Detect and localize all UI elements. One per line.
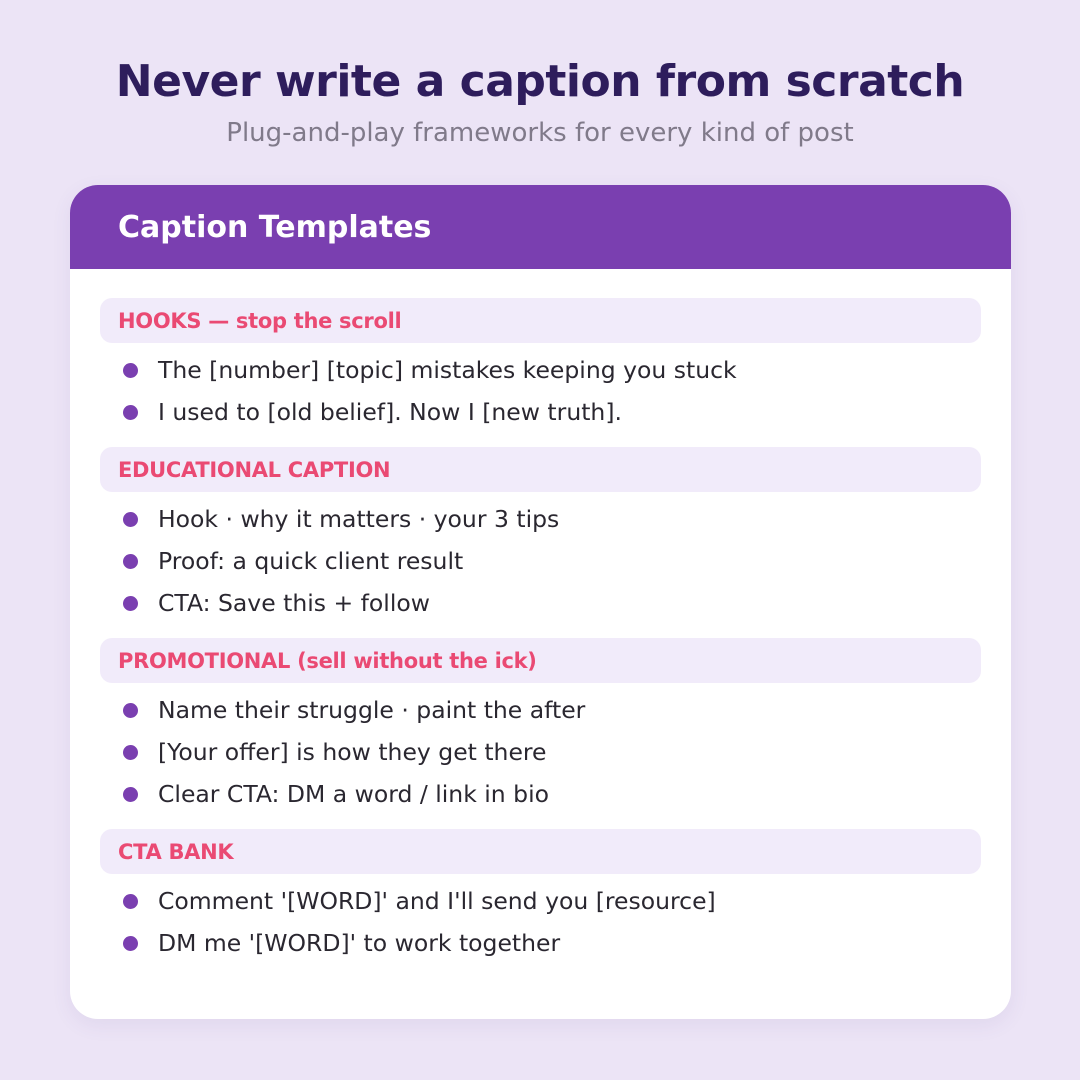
- bullet-dot-icon: [123, 894, 138, 909]
- list-item: [100, 349, 981, 391]
- subheadline: Plug-and-play frameworks for every kind of post: [226, 118, 854, 148]
- list-item: [100, 880, 981, 922]
- section-items: [100, 343, 981, 433]
- list-item-text: I used to [old belief]. Now I [new truth].: [158, 398, 622, 426]
- bullet-dot-icon: [123, 745, 138, 760]
- section-items: [100, 492, 981, 624]
- bullet-dot-icon: [123, 363, 138, 378]
- section-label: HOOKS — stop the scroll: [100, 298, 981, 343]
- list-item: [100, 689, 981, 731]
- headline: Never write a caption from scratch: [115, 56, 965, 107]
- bullet-dot-icon: [123, 787, 138, 802]
- list-item: [100, 582, 981, 624]
- bullet-dot-icon: [123, 703, 138, 718]
- template-section: [100, 638, 981, 815]
- section-label: PROMOTIONAL (sell without the ick): [100, 638, 981, 683]
- bullet-dot-icon: [123, 936, 138, 951]
- list-item: [100, 922, 981, 964]
- section-items: [100, 874, 981, 964]
- list-item: [100, 498, 981, 540]
- template-section: [100, 829, 981, 964]
- list-item-text: DM me '[WORD]' to work together: [158, 929, 561, 957]
- bullet-dot-icon: [123, 554, 138, 569]
- list-item-text: Hook · why it matters · your 3 tips: [158, 505, 560, 533]
- list-item-text: CTA: Save this + follow: [158, 589, 430, 617]
- bullet-dot-icon: [123, 405, 138, 420]
- list-item: [100, 731, 981, 773]
- list-item-text: Proof: a quick client result: [158, 547, 464, 575]
- section-items: [100, 683, 981, 815]
- template-section: [100, 298, 981, 433]
- template-section: [100, 447, 981, 624]
- sections-list: [70, 269, 1011, 964]
- list-item: [100, 773, 981, 815]
- card-title: Caption Templates: [70, 185, 1011, 269]
- list-item-text: Clear CTA: DM a word / link in bio: [158, 780, 549, 808]
- templates-card: [70, 185, 1011, 1019]
- section-label: CTA BANK: [100, 829, 981, 874]
- list-item-text: The [number] [topic] mistakes keeping you stuck: [158, 356, 737, 384]
- section-label: EDUCATIONAL CAPTION: [100, 447, 981, 492]
- list-item-text: Name their struggle · paint the after: [158, 696, 586, 724]
- bullet-dot-icon: [123, 512, 138, 527]
- list-item: [100, 540, 981, 582]
- list-item-text: [Your offer] is how they get there: [158, 738, 547, 766]
- list-item-text: Comment '[WORD]' and I'll send you [resource]: [158, 887, 716, 915]
- bullet-dot-icon: [123, 596, 138, 611]
- list-item: [100, 391, 981, 433]
